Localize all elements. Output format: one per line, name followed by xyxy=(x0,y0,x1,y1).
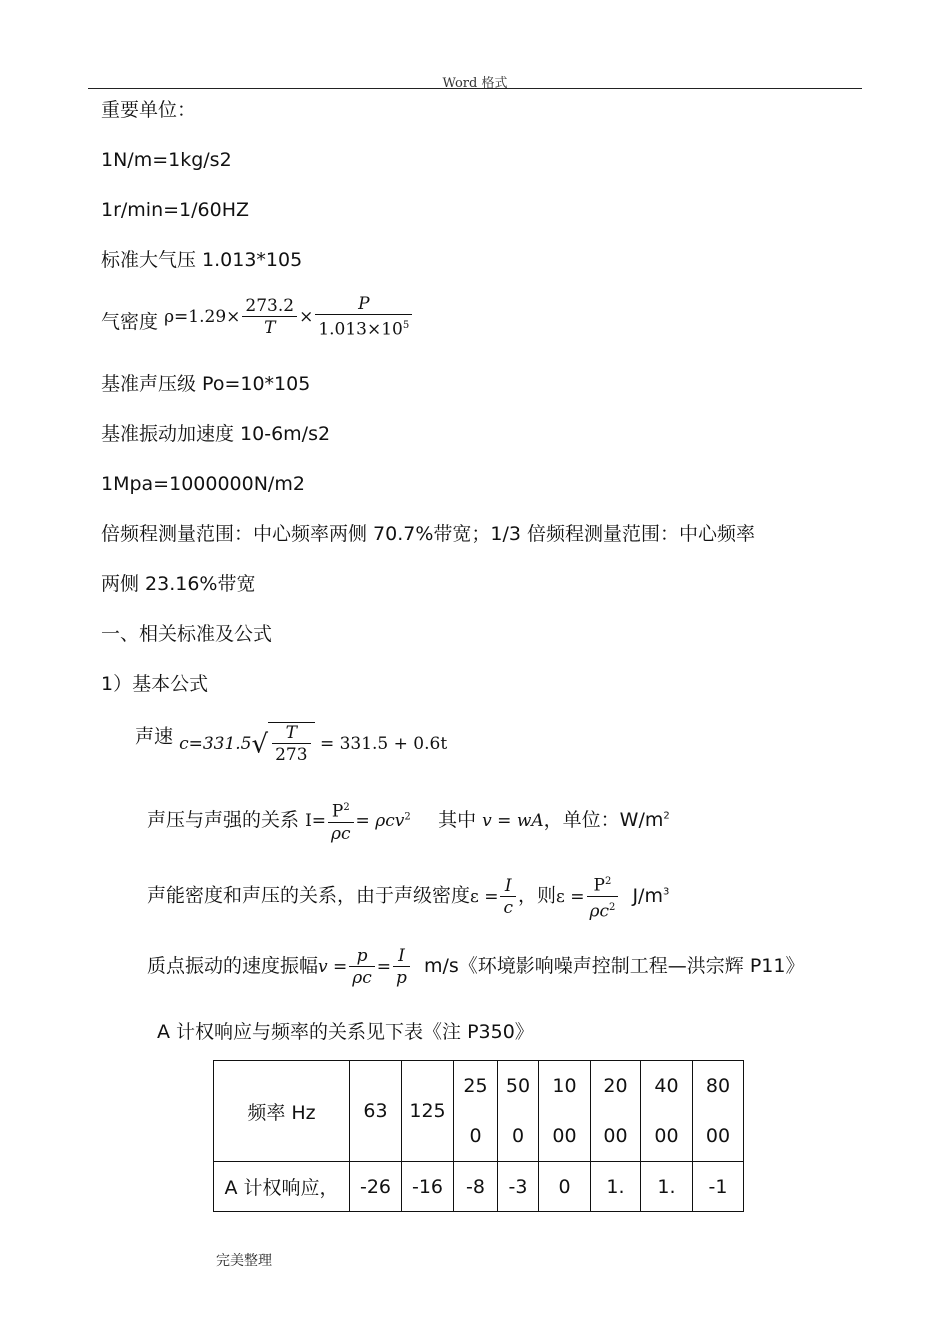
particle-velocity-label: 质点振动的速度振幅 xyxy=(147,955,319,977)
velocity-lhs: v = xyxy=(318,957,348,977)
page-header: Word 格式 xyxy=(442,76,508,91)
line-particle-velocity xyxy=(147,946,804,989)
velocity-den1: ρc xyxy=(352,968,372,988)
energy-den2-sup: 2 xyxy=(609,901,616,913)
section-heading: 一、相关标准及公式 xyxy=(101,623,273,645)
velocity-eq: = xyxy=(376,957,392,977)
energy-den2: ρc xyxy=(589,901,610,922)
air-density-label: 气密度 xyxy=(101,311,159,333)
sqrt-symbol: √ $\frac{T}{273}$ xyxy=(252,722,315,766)
freq-cell: 50 0 xyxy=(498,1061,539,1162)
sound-speed-label: 声速 xyxy=(135,725,174,748)
table-cell: 0 xyxy=(539,1162,591,1212)
line-unit-2: 1r/min=1/60HZ xyxy=(101,199,250,221)
table-cell: -26 xyxy=(350,1162,402,1212)
density-frac-2 xyxy=(315,294,412,341)
velocity-unit: m/s《环境影响噪声控制工程—洪宗辉 P11》 xyxy=(423,955,805,977)
density-frac-1 xyxy=(242,296,297,339)
line-important-units: 重要单位： xyxy=(101,99,197,121)
intensity-num-sup: 2 xyxy=(343,802,350,813)
table-cell: 1. xyxy=(591,1162,641,1212)
speed-frac-den: 273 xyxy=(275,745,308,765)
table-cell: -16 xyxy=(402,1162,454,1212)
density-den-sup: 5 xyxy=(402,320,410,331)
energy-unit-sup: 3 xyxy=(662,886,670,898)
freq-cell: 25 0 xyxy=(454,1061,498,1162)
line-ref-vibration: 基准振动加速度 10-6m/s2 xyxy=(101,423,331,445)
density-frac1-num: 273.2 xyxy=(242,296,297,317)
line-standard-atm: 标准大气压 1.013*105 xyxy=(101,249,303,271)
energy-then: ，则 xyxy=(518,884,557,907)
line-ref-sound-pressure: 基准声压级 Po=10*105 xyxy=(101,373,311,395)
sound-speed-formula xyxy=(179,723,448,765)
energy-formula-1 xyxy=(470,875,518,918)
density-den-base: 1.013×10 xyxy=(318,319,403,340)
intensity-formula xyxy=(305,801,416,844)
velocity-num1: p xyxy=(349,946,375,967)
density-frac1-den: T xyxy=(264,317,276,338)
energy-lhs2: ε = xyxy=(556,886,585,907)
intensity-unit: ，单位：W/m xyxy=(543,808,664,831)
intensity-num: P xyxy=(331,801,344,822)
page-footer: 完美整理 xyxy=(216,1253,272,1269)
freq-cell: 40 00 xyxy=(641,1061,693,1162)
intensity-unit-sup: 2 xyxy=(663,810,670,822)
density-frac2-den xyxy=(315,315,412,341)
energy-lhs1: ε = xyxy=(470,886,499,907)
speed-rhs: = 331.5 + 0.6t xyxy=(319,733,448,754)
velocity-num2: I xyxy=(393,946,410,967)
density-times: × xyxy=(299,306,314,327)
density-frac2-num: P xyxy=(315,294,412,315)
energy-num2-sup: 2 xyxy=(604,876,612,887)
intensity-frac xyxy=(328,798,354,845)
line-a-weighting-intro: A 计权响应与频率的关系见下表《注 P350》 xyxy=(157,1021,534,1043)
line-octave-range: 倍频程测量范围：中心频率两侧 70.7%带宽；1/3 倍频程测量范围：中心频率 xyxy=(101,523,756,545)
intensity-rhs-sup: 2 xyxy=(404,811,411,823)
pressure-intensity-label: 声压与声强的关系 xyxy=(147,808,300,831)
line-octave-range-cont: 两侧 23.16%带宽 xyxy=(101,573,256,595)
energy-num1: I xyxy=(500,876,516,897)
intensity-den: ρc xyxy=(331,823,351,844)
table-cell: -8 xyxy=(454,1162,498,1212)
table-row xyxy=(214,1061,744,1162)
a-weighting-table xyxy=(213,1060,744,1212)
energy-density-label: 声能密度和声压的关系，由于声级密度 xyxy=(147,884,471,907)
density-lhs: ρ=1.29× xyxy=(164,306,241,327)
energy-num2: P xyxy=(593,875,605,896)
velocity-den2: p xyxy=(396,968,407,988)
line-pressure-intensity xyxy=(147,798,670,845)
table-cell: 1. xyxy=(641,1162,693,1212)
freq-cell: 80 00 xyxy=(693,1061,744,1162)
speed-frac-num: T xyxy=(272,723,310,744)
subsection-heading: 1）基本公式 xyxy=(101,673,209,695)
speed-lhs: c=331.5 xyxy=(179,733,252,754)
line-energy-density xyxy=(147,872,669,922)
air-density-formula xyxy=(164,294,414,341)
table-row-label: A 计权响应， xyxy=(214,1162,350,1212)
table-cell: -3 xyxy=(498,1162,539,1212)
line-air-density xyxy=(101,294,414,341)
table-header-label: 频率 Hz xyxy=(214,1061,350,1162)
header-rule xyxy=(88,88,862,89)
energy-den1: c xyxy=(503,897,514,918)
energy-unit: J/m xyxy=(632,884,663,907)
intensity-lhs: I= xyxy=(305,810,327,831)
freq-cell: 20 00 xyxy=(591,1061,641,1162)
table-cell: -1 xyxy=(693,1162,744,1212)
line-sound-speed xyxy=(135,722,447,766)
speed-frac xyxy=(272,723,310,766)
intensity-where: 其中 xyxy=(438,808,477,831)
intensity-rhs: = ρcv xyxy=(355,810,405,831)
line-unit-1: 1N/m=1kg/s2 xyxy=(101,149,232,171)
intensity-v: v = wA xyxy=(482,810,544,831)
freq-cell: 10 00 xyxy=(539,1061,591,1162)
freq-cell: 63 xyxy=(350,1061,402,1162)
line-mpa: 1Mpa=1000000N/m2 xyxy=(101,473,305,495)
table-row xyxy=(214,1162,744,1212)
freq-cell: 125 xyxy=(402,1061,454,1162)
